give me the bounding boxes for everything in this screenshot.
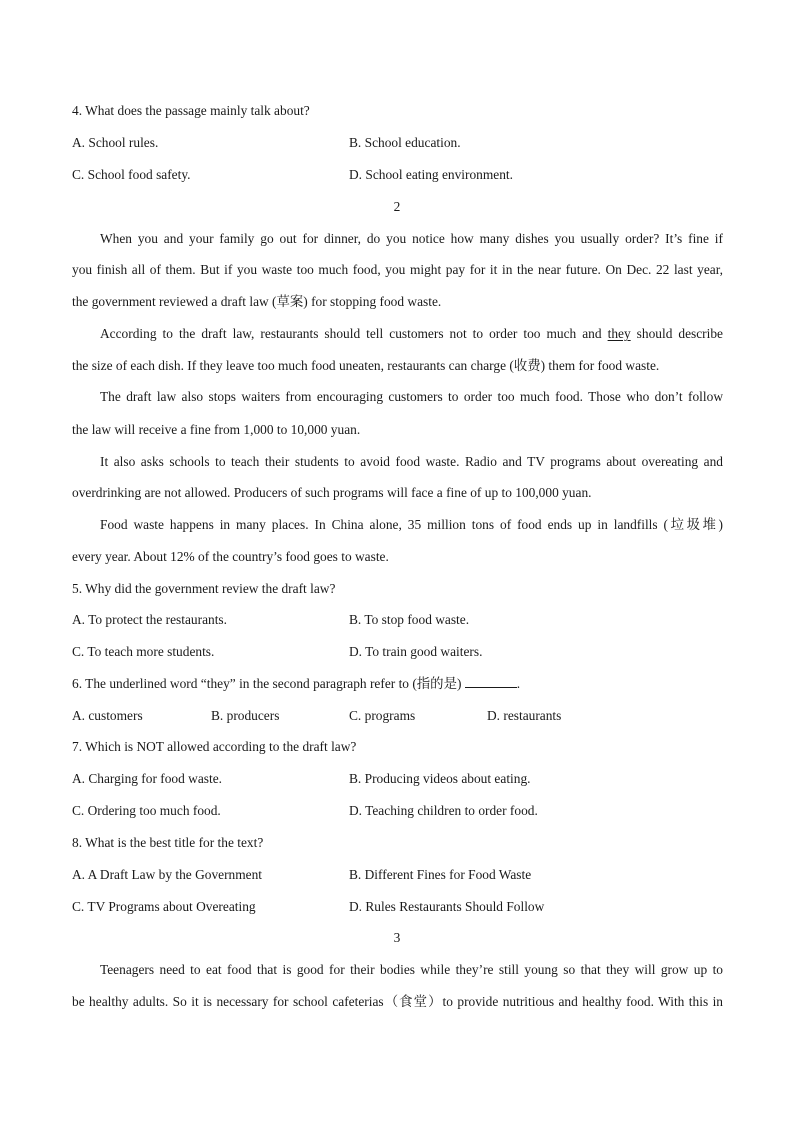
passage-2-p4-line-1: It also asks schools to teach their students to avoid food waste. Radio and TV programs about overeating and	[100, 454, 723, 469]
question-8-option-c: C. TV Programs about Overeating	[72, 899, 256, 914]
question-7-option-d: D. Teaching children to order food.	[349, 803, 538, 818]
question-6-stem-text: 6. The underlined word “they” in the second paragraph refer to (指的是)	[72, 676, 462, 691]
question-6-option-c: C. programs	[349, 708, 416, 723]
question-8-stem: 8. What is the best title for the text?	[72, 835, 264, 850]
question-5-stem: 5. Why did the government review the draft law?	[72, 581, 336, 596]
underlined-word-they: they	[607, 326, 631, 341]
question-4-option-c: C. School food safety.	[72, 167, 191, 182]
passage-2-p1-line-1: When you and your family go out for dinner, do you notice how many dishes you usually order? It’s fine if	[100, 231, 723, 246]
question-7-option-c: C. Ordering too much food.	[72, 803, 221, 818]
passage-2-p5-line-1: Food waste happens in many places. In China alone, 35 million tons of food ends up in landfills (垃圾堆)	[100, 517, 723, 532]
question-4-stem: 4. What does the passage mainly talk about?	[72, 103, 310, 118]
passage-2-p5-line-2: every year. About 12% of the country’s food goes to waste.	[72, 549, 389, 564]
question-5-option-d: D. To train good waiters.	[349, 644, 483, 659]
question-6-option-d: D. restaurants	[487, 708, 562, 723]
passage-2-p2-text-before: According to the draft law, restaurants should tell customers not to order too much and	[100, 326, 602, 341]
passage-2-p2-text-after: should describe	[636, 326, 724, 341]
question-7-stem: 7. Which is NOT allowed according to the draft law?	[72, 739, 357, 754]
passage-2-p3-line-2: the law will receive a fine from 1,000 to 10,000 yuan.	[72, 422, 361, 437]
passage-3-p1-line-2: be healthy adults. So it is necessary for school cafeterias（食堂）to provide nutritious and healthy food. With this in	[72, 994, 723, 1009]
answer-blank	[465, 675, 517, 688]
question-7-option-a: A. Charging for food waste.	[72, 771, 222, 786]
question-4-option-b: B. School education.	[349, 135, 461, 150]
question-8-option-a: A. A Draft Law by the Government	[72, 867, 263, 882]
question-8-option-b: B. Different Fines for Food Waste	[349, 867, 532, 882]
passage-2-p1-line-2: you finish all of them. But if you waste too much food, you might pay for it in the near future. On Dec. 22 last year,	[72, 262, 723, 277]
passage-2-p2-line-1	[100, 325, 723, 343]
passage-2-p4-line-2: overdrinking are not allowed. Producers of such programs will face a fine of up to 100,000 yuan.	[72, 485, 592, 500]
question-5-option-c: C. To teach more students.	[72, 644, 215, 659]
question-7-option-b: B. Producing videos about eating.	[349, 771, 531, 786]
passage-2-p3-line-1: The draft law also stops waiters from encouraging customers to order too much food. Those who don’t follow	[100, 389, 723, 404]
passage-2-p1-line-3: the government reviewed a draft law (草案) for stopping food waste.	[72, 294, 442, 309]
question-6-option-b: B. producers	[211, 708, 280, 723]
passage-3-p1-line-1: Teenagers need to eat food that is good for their bodies while they’re still young so that they will grow up to	[100, 962, 723, 977]
section-2-number: 2	[393, 199, 401, 214]
question-6-stem-end: .	[516, 676, 521, 691]
question-4-option-a: A. School rules.	[72, 135, 159, 150]
question-8-option-d: D. Rules Restaurants Should Follow	[349, 899, 545, 914]
question-6-option-a: A. customers	[72, 708, 143, 723]
question-4-option-d: D. School eating environment.	[349, 167, 514, 182]
passage-2-p2-line-2: the size of each dish. If they leave too much food uneaten, restaurants can charge (收费) them for food waste.	[72, 358, 660, 373]
question-6-stem	[72, 675, 520, 693]
question-5-option-a: A. To protect the restaurants.	[72, 612, 227, 627]
question-5-option-b: B. To stop food waste.	[349, 612, 470, 627]
section-3-number: 3	[393, 930, 401, 945]
